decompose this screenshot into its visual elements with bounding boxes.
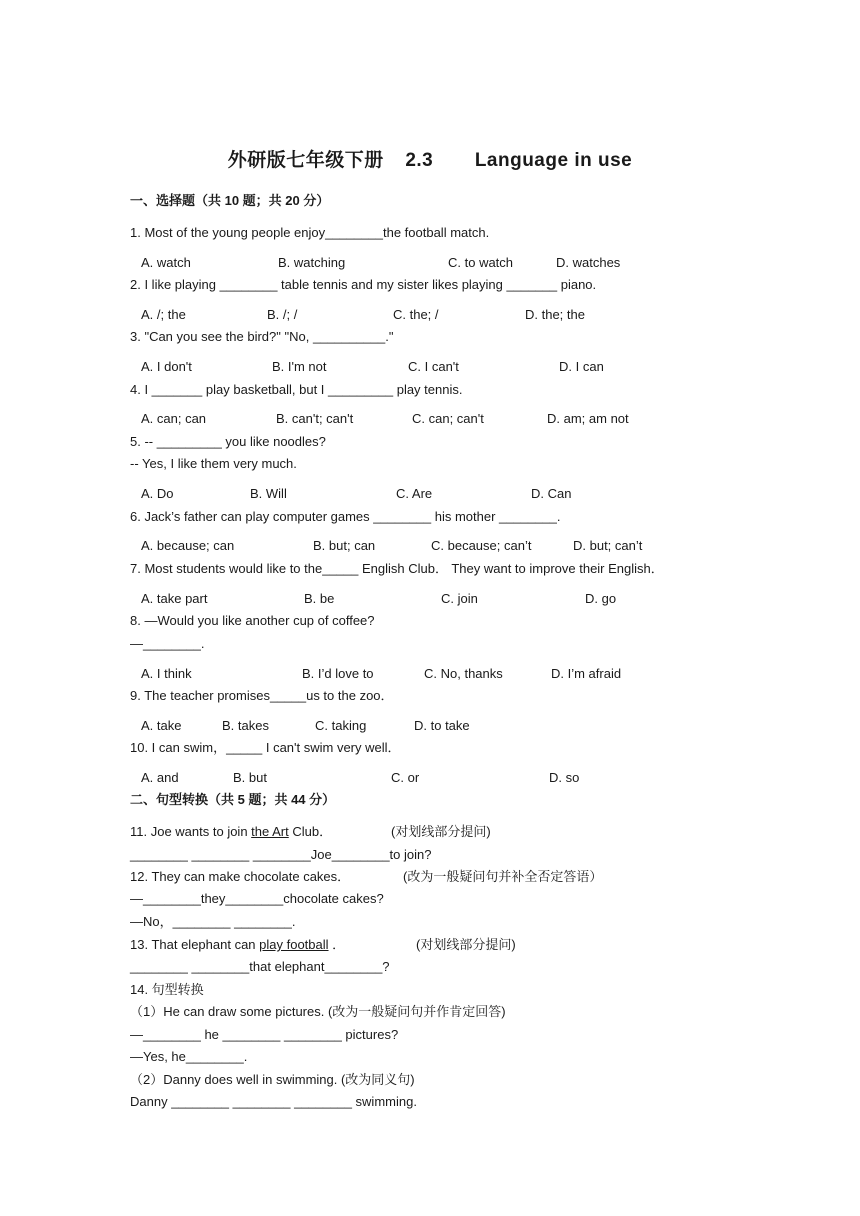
q7-option-a: A. take part — [141, 591, 208, 606]
q13-underlined: play football — [259, 937, 329, 952]
question-7: 7. Most students would like to the_____ English Club． They want to improve their English． — [130, 561, 664, 576]
question-1: 1. Most of the young people enjoy________the football match. — [130, 225, 490, 240]
question-8: 8. —Would you like another cup of coffee? — [130, 613, 375, 628]
q1-option-b: B. watching — [278, 255, 346, 270]
q14-part-1-answer-line-2: —Yes, he________. — [130, 1049, 248, 1064]
q12-answer-line-1: —________they________chocolate cakes? — [130, 891, 384, 906]
q4-option-b: B. can't; can't — [276, 411, 354, 426]
q10-option-c: C. or — [391, 770, 420, 785]
title-english: Language in use — [474, 150, 633, 171]
question-3: 3. "Can you see the bird?" "No, __________." — [130, 329, 394, 344]
q5-option-b: B. Will — [250, 486, 287, 501]
q9-option-d: D. to take — [414, 718, 470, 733]
q9-option-b: B. takes — [222, 718, 269, 733]
question-12: 12. They can make chocolate cakes． — [130, 869, 351, 884]
q2-option-b: B. /; / — [267, 307, 298, 322]
q12-hint: (改为一般疑问句并补全否定答语） — [403, 869, 603, 884]
question-6: 6. Jack’s father can play computer games ________ his mother ________. — [130, 509, 561, 524]
q8-option-b: B. I’d love to — [302, 666, 374, 681]
question-2: 2. I like playing ________ table tennis and my sister likes playing _______ piano. — [130, 277, 597, 292]
q3-option-a: A. I don't — [141, 359, 192, 374]
q7-option-d: D. go — [585, 591, 617, 606]
q14-part-1: （1）He can draw some pictures. (改为一般疑问句并作肯定回答) — [130, 1004, 506, 1019]
title-chinese: 外研版七年级下册 — [227, 150, 384, 171]
section-2-heading: 二、句型转换（共 5 题；共 44 分） — [130, 792, 336, 807]
question-5: 5. -- _________ you like noodles? — [130, 434, 326, 449]
q7-option-c: C. join — [441, 591, 478, 606]
q5-option-a: A. Do — [141, 486, 174, 501]
question-9: 9. The teacher promises_____us to the zoo． — [130, 688, 394, 703]
section-1-heading: 一、选择题（共 10 题；共 20 分） — [130, 193, 330, 208]
question-4: 4. I _______ play basketball, but I _________ play tennis. — [130, 382, 463, 397]
q12-answer-line-2: —No，________ ________. — [130, 914, 296, 929]
q2-option-d: D. the; the — [525, 307, 585, 322]
q13-answer-line: ________ ________that elephant________? — [130, 959, 390, 974]
q10-option-d: D. so — [549, 770, 580, 785]
title-number: 2.3 — [405, 150, 434, 171]
question-8-response: —________. — [130, 636, 205, 651]
q4-option-a: A. can; can — [141, 411, 207, 426]
q4-option-c: C. can; can't — [412, 411, 484, 426]
q6-option-c: C. because; can’t — [431, 538, 532, 553]
question-11 — [130, 823, 332, 841]
q1-option-a: A. watch — [141, 255, 191, 270]
q14-part-2: （2）Danny does well in swimming. (改为同义句) — [130, 1072, 415, 1087]
q4-option-d: D. am; am not — [547, 411, 629, 426]
q6-option-a: A. because; can — [141, 538, 235, 553]
q1-option-c: C. to watch — [448, 255, 514, 270]
q10-option-b: B. but — [233, 770, 267, 785]
question-14: 14. 句型转换 — [130, 982, 204, 997]
q8-option-d: D. I’m afraid — [551, 666, 622, 681]
q8-option-c: C. No, thanks — [424, 666, 503, 681]
q11-text-end: Club． — [288, 824, 333, 839]
q13-text-start: 13. That elephant can — [130, 937, 260, 952]
page-title — [0, 145, 860, 172]
q11-text-start: 11. Joe wants to join — [130, 824, 252, 839]
q3-option-d: D. I can — [559, 359, 604, 374]
q11-underlined: the Art — [251, 824, 289, 839]
q14-part-2-answer-line: Danny ________ ________ ________ swimming. — [130, 1094, 417, 1109]
q5-option-d: D. Can — [531, 486, 572, 501]
question-13 — [130, 936, 345, 954]
q13-hint: (对划线部分提问) — [416, 937, 516, 952]
q3-option-b: B. I'm not — [272, 359, 327, 374]
q10-option-a: A. and — [141, 770, 179, 785]
q3-option-c: C. I can't — [408, 359, 459, 374]
q6-option-b: B. but; can — [313, 538, 376, 553]
q13-text-end: ． — [328, 937, 346, 952]
q11-answer-line: ________ ________ ________Joe________to join? — [130, 847, 432, 862]
q9-option-a: A. take — [141, 718, 182, 733]
q1-option-d: D. watches — [556, 255, 621, 270]
q14-part-1-answer-line-1: —________ he ________ ________ pictures? — [130, 1027, 399, 1042]
q5-option-c: C. Are — [396, 486, 433, 501]
q6-option-d: D. but; can’t — [573, 538, 643, 553]
question-5-response: -- Yes, I like them very much. — [130, 456, 297, 471]
q9-option-c: C. taking — [315, 718, 367, 733]
q11-hint: (对划线部分提问) — [391, 824, 491, 839]
q2-option-c: C. the; / — [393, 307, 439, 322]
q7-option-b: B. be — [304, 591, 335, 606]
question-10: 10. I can swim，_____ I can't swim very well． — [130, 740, 401, 755]
q8-option-a: A. I think — [141, 666, 192, 681]
q2-option-a: A. /; the — [141, 307, 186, 322]
